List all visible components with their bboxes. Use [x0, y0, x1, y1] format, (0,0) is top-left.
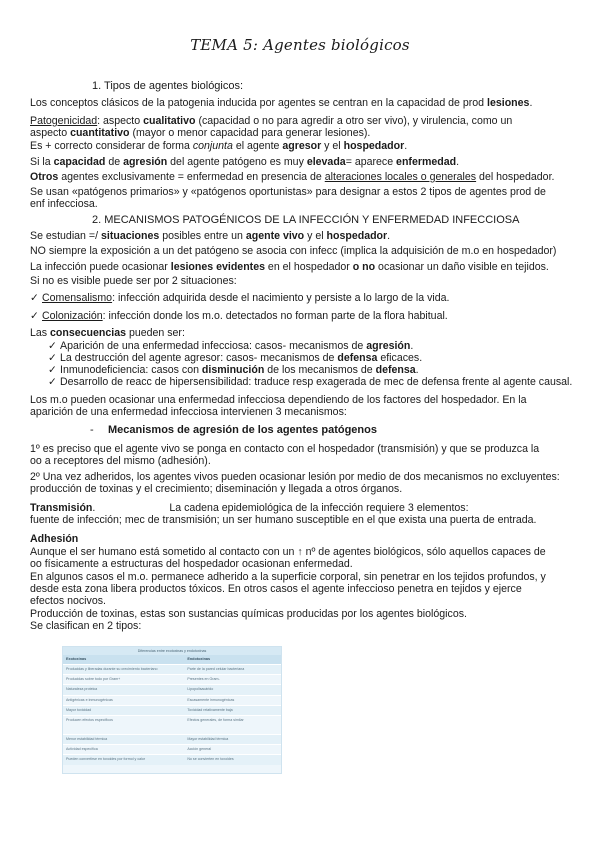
text: La destrucción del agente agresor: casos- mecanismos de	[60, 352, 338, 364]
paragraph-consecuencias	[30, 327, 185, 339]
paragraph-transmision-2: fuente de infección; mec de transmisión; un ser humano susceptible en el que exista una puerta de entrada.	[30, 514, 537, 526]
adhesion-line-3: En algunos casos el m.o. permanece adherido a la superficie corporal, sin penetrar en los tejidos profundos, y	[30, 571, 546, 583]
consequence-item-1	[48, 340, 413, 352]
paragraph-mecanismos-2: aparición de una enfermedad infecciosa intervienen 3 mecanismos:	[30, 406, 347, 418]
paragraph-exposicion: NO siempre la exposición a un det patógeno se asocia con infecc (implica la adquisición de m.o en hospedador)	[30, 245, 557, 257]
bold-text: cualitativo	[143, 115, 196, 127]
table-row	[63, 715, 281, 734]
text: Es + correcto considerar de forma	[30, 140, 193, 152]
adhesion-line-1: Aunque el ser humano está sometido al contacto con un ↑ nº de agentes biológicos, sólo aquellos capaces de	[30, 546, 546, 558]
underlined-term: Patogenicidad	[30, 115, 98, 127]
bold-heading: Transmisión	[30, 502, 93, 514]
text: La infección puede ocasionar	[30, 261, 171, 273]
text: Desarrollo de reacc de hipersensibilidad: traduce resp exagerada de mec de defensa frente al agente causal.	[60, 376, 573, 388]
bold-text: defensa	[337, 352, 378, 364]
text: agentes exclusivamente = enfermedad en presencia de	[58, 171, 325, 183]
bold-text: agresión	[366, 340, 411, 352]
text: del hospedador.	[476, 171, 555, 183]
check-icon: ✓	[48, 352, 57, 364]
paragraph-paso-1-a: 1º es preciso que el agente vivo se ponga en contacto con el hospedador (transmisión) y que se produzca la	[30, 443, 540, 455]
table-row	[63, 674, 281, 684]
table-cell: Mayor toxicidad	[66, 707, 92, 712]
text: .	[92, 502, 96, 514]
bold-text: Otros	[30, 171, 59, 183]
paragraph-patogenicidad-1	[30, 115, 512, 127]
text: Si la	[30, 156, 54, 168]
section-1-heading: 1. Tipos de agentes biológicos:	[92, 80, 244, 92]
paragraph-capacidad	[30, 156, 459, 168]
paragraph-paso-2-b: producción de toxinas y el crecimiento; diseminación y llegada a otros órganos.	[30, 483, 403, 495]
text: de	[105, 156, 124, 168]
table-cell: Pueden convertirse en toxoides por formol y calor	[66, 757, 146, 762]
table-cell: Naturaleza proteica	[66, 687, 98, 692]
bold-text: cuantitativo	[70, 127, 130, 139]
paragraph-situaciones-no-visible: Si no es visible puede ser por 2 situaciones:	[30, 275, 237, 287]
consequence-item-3	[48, 364, 419, 376]
check-icon: ✓	[30, 292, 39, 304]
text: de los mecanismos de	[264, 364, 376, 376]
bold-text: agente vivo	[245, 230, 305, 242]
table-header-cell: Exotoxinas	[66, 657, 87, 661]
underlined-term: Colonización	[42, 310, 103, 322]
table-caption: Diferencias entre exotoxinas y endotoxinas	[63, 647, 281, 655]
paragraph-patogenos-1: Se usan «patógenos primarios» y «patógenos oportunistas» para designar a estos 2 tipos de agentes prod de	[30, 186, 546, 198]
paragraph-mecanismos-1: Los m.o pueden ocasionar una enfermedad infecciosa dependiendo de los factores del hospedador. En la	[30, 394, 527, 406]
bold-text: agresión	[123, 156, 168, 168]
table-header-cell: Endotoxinas	[187, 657, 211, 661]
check-item-comensalismo	[30, 292, 450, 304]
text: pueden ser:	[126, 327, 185, 339]
table-cell: Parte de la pared celular bacteriana	[187, 667, 245, 671]
table-cell: Escasamente inmunogénicas	[187, 697, 235, 702]
table-cell: Menor estabilidad térmica	[66, 736, 108, 741]
underlined-term: Comensalismo	[42, 292, 113, 304]
consequence-item-2	[48, 352, 422, 364]
paragraph-paso-1-b: oo a receptores del mismo (adhesión).	[30, 455, 211, 467]
paragraph-patogenicidad-2	[30, 127, 370, 139]
text: Aparición de una enfermedad infecciosa: casos- mecanismos de	[60, 340, 367, 352]
subheading-agresion	[90, 424, 377, 436]
section-2-heading: 2. MECANISMOS PATOGÉNICOS DE LA INFECCIÓN Y ENFERMEDAD INFECCIOSA	[92, 214, 520, 226]
text: aspecto	[30, 127, 71, 139]
table-row	[63, 684, 281, 694]
text: .	[529, 97, 533, 109]
subheading-text: Mecanismos de agresión de los agentes patógenos	[108, 424, 377, 436]
bold-text: hospedador	[326, 230, 388, 242]
text: Las	[30, 327, 51, 339]
table-row	[63, 695, 281, 705]
text: en el hospedador	[264, 261, 353, 273]
text: .	[410, 340, 414, 352]
paragraph-intro	[30, 97, 532, 109]
adhesion-line-6: Producción de toxinas, estas son sustancias químicas producidas por los agentes biológicos.	[30, 608, 467, 620]
table-body	[63, 664, 281, 765]
check-icon: ✓	[48, 340, 57, 352]
paragraph-otros	[30, 171, 554, 183]
table-cell: Efectos generales, de forma similar	[187, 717, 244, 722]
table-cell: Mayor estabilidad térmica	[187, 736, 229, 741]
table-cell: Antigénicas e inmunogénicas	[66, 697, 113, 702]
text: .	[415, 364, 419, 376]
consequence-item-4	[48, 376, 572, 388]
text: = aparece	[345, 156, 397, 168]
text: y el	[304, 230, 327, 242]
text: y el	[321, 140, 344, 152]
table-cell: Presentes en Gram-	[187, 677, 220, 682]
check-icon: ✓	[48, 376, 57, 388]
text: Inmunodeficiencia: casos con	[60, 364, 202, 376]
adhesion-line-4: desde esta zona libera productos tóxicos. En otros casos el agente infeccioso penetra en tejidos y ejerce	[30, 583, 522, 595]
dash: -	[90, 424, 94, 436]
bold-text: hospedador	[343, 140, 405, 152]
toxins-table	[62, 646, 282, 774]
paragraph-situaciones	[30, 230, 390, 242]
bold-text: lesiones	[487, 97, 530, 109]
text: : infección donde los m.o. detectados no forman parte de la flora habitual.	[102, 310, 448, 322]
paragraph-conjunta	[30, 140, 407, 152]
text: (mayor o menor capacidad para generar lesiones).	[129, 127, 371, 139]
text: .	[404, 140, 408, 152]
text: Se estudian =/	[30, 230, 101, 242]
text: posibles entre un	[159, 230, 246, 242]
text: del agente patógeno es muy	[167, 156, 307, 168]
table-cell: Producidas y liberadas durante su crecimiento bacteriano	[66, 667, 158, 671]
paragraph-patogenos-2: enf infecciosa.	[30, 198, 98, 210]
text: : infección adquirida desde el nacimiento y persiste a lo largo de la vida.	[112, 292, 450, 304]
bold-text: defensa	[375, 364, 416, 376]
italic-text: conjunta	[192, 140, 233, 152]
paragraph-paso-2-a: 2º Una vez adheridos, los agentes vivos pueden ocasionar lesión por medio de dos mecanismos no excluyentes:	[30, 471, 560, 483]
adhesion-line-5: efectos nocivos.	[30, 595, 106, 607]
table-cell: Actividad específica	[66, 747, 98, 752]
text: el agente	[232, 140, 283, 152]
check-item-colonizacion	[30, 310, 448, 322]
table-row	[63, 734, 281, 744]
table-cell: Toxicidad relativamente baja	[187, 707, 233, 712]
text: .	[456, 156, 460, 168]
table-header-row	[63, 655, 281, 664]
table-cell: Lipopolisacárido	[187, 687, 214, 692]
text: La cadena epidemiológica de la infección requiere 3 elementos:	[169, 502, 469, 514]
table-row	[63, 664, 281, 674]
text: Los conceptos clásicos de la patogenia inducida por agentes se centran en la capacidad de prod	[30, 97, 488, 109]
bold-text: situaciones	[100, 230, 160, 242]
bold-text: enfermedad	[396, 156, 457, 168]
bold-text: disminución	[201, 364, 265, 376]
table-cell: Producen efectos específicos	[66, 717, 113, 722]
bold-text: consecuencias	[50, 327, 126, 339]
table-row	[63, 705, 281, 715]
adhesion-heading	[30, 533, 78, 545]
text: .	[387, 230, 391, 242]
underlined-term: alteraciones locales o generales	[324, 171, 477, 183]
bold-heading: Adhesión	[30, 533, 79, 545]
table-cell: No se convierten en toxoides	[187, 757, 234, 762]
bold-text: elevada	[306, 156, 346, 168]
table-row	[63, 744, 281, 754]
text: (capacidad o no para agredir a otro ser vivo), y virulencia, como un	[195, 115, 513, 127]
paragraph-transmision-1	[30, 502, 469, 514]
text: : aspecto	[97, 115, 144, 127]
table-cell: Acción general	[187, 747, 212, 752]
check-icon: ✓	[30, 310, 39, 322]
table-cell: Producidas sobre todo por Gram+	[66, 677, 121, 682]
check-icon: ✓	[48, 364, 57, 376]
bold-text: o no	[352, 261, 376, 273]
document-title: TEMA 5: Agentes biológicos	[190, 36, 410, 54]
table-row	[63, 754, 281, 764]
text: eficaces.	[377, 352, 423, 364]
bold-text: agresor	[282, 140, 322, 152]
adhesion-line-7: Se clasifican en 2 tipos:	[30, 620, 142, 632]
bold-text: lesiones evidentes	[170, 261, 265, 273]
paragraph-lesiones	[30, 261, 549, 273]
bold-text: capacidad	[53, 156, 106, 168]
adhesion-line-2: oo físicamente a estructuras del hospedador ocasionan enfermedad.	[30, 558, 353, 570]
text: ocasionar un daño visible en tejidos.	[375, 261, 549, 273]
